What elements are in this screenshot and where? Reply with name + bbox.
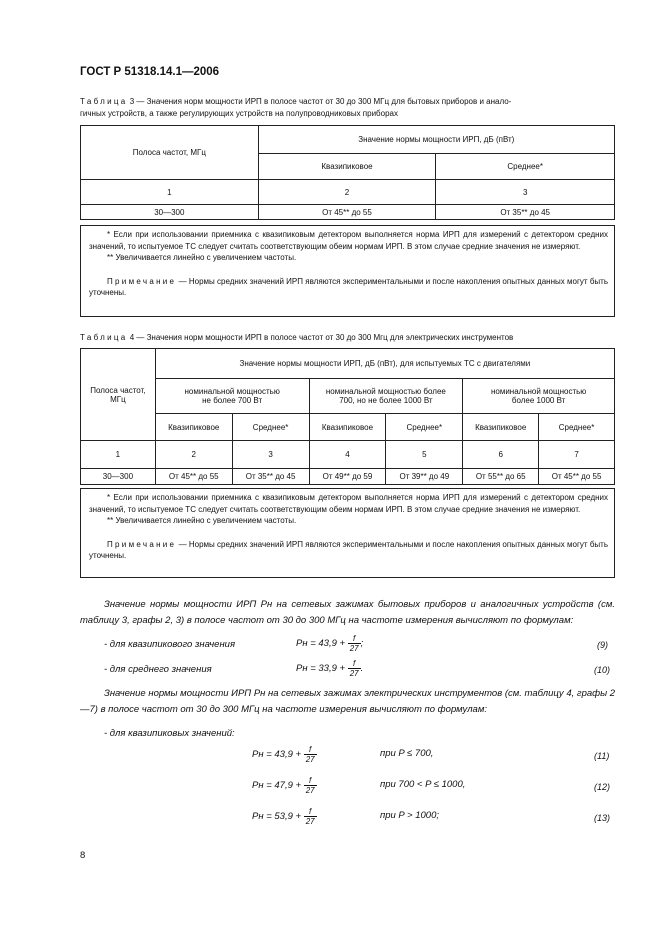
formula12-fraction (304, 776, 317, 795)
table4-subheader-700 (155, 379, 309, 414)
table4-caption-text: 4 — Значения норм мощности ИРП в полосе частот от 30 до 300 Мгц для электрических инструментов (127, 333, 514, 342)
table4-num-cell: 3 (232, 441, 309, 469)
table3-num-cell: 2 (258, 180, 436, 205)
formula12 (252, 776, 317, 795)
formula9 (296, 634, 363, 653)
table3 (80, 125, 615, 220)
page-number: 8 (80, 850, 86, 861)
table3-num-cell: 1 (81, 180, 259, 205)
formula10-number: (10) (594, 665, 611, 675)
table4-note2: ** Увеличивается линейно с увеличением частоты. (107, 516, 297, 525)
document-header: ГОСТ Р 51318.14.1—2006 (80, 66, 220, 78)
table4-num-cell: 7 (539, 441, 615, 469)
formula11-lhs: Pн = 43,9 + (252, 749, 302, 761)
table4-data-cell: От 45** до 55 (155, 469, 232, 485)
formula10 (296, 659, 363, 678)
table3-remark (89, 276, 608, 299)
table4-header-avg: Среднее* (539, 414, 615, 441)
formula12-number: (12) (594, 782, 611, 792)
table4-header-band-line2: МГц (110, 394, 126, 404)
table4-remark-text: — Нормы средних значений ИРП являются экспериментальными и после накопления опытных данных могут быть уточнены. (89, 539, 608, 560)
table3-remark-word: Примечание (107, 276, 177, 286)
formula13-numerator: f (304, 807, 317, 817)
table4-subheader-1000-line1: номинальной мощностью (490, 387, 587, 396)
formula9-fraction (348, 634, 361, 653)
table4-header-avg: Среднее* (232, 414, 309, 441)
table3-header-qp: Квазипиковое (258, 154, 436, 180)
table4-note1: * Если при использовании приемника с квазипиковым детектором выполняется норма ИРП для измерений с детектором средних значений, то испытуемое ТС следует считать соответствующим обеим нормам ИРП. В этом случае средние значения не измеряют. (89, 493, 608, 514)
formula12-condition: при 700 < P ≤ 1000, (380, 779, 466, 790)
table4-header-group: Значение нормы мощности ИРП, дБ (пВт), для испытуемых ТС с двигателями (155, 349, 614, 379)
table3-data-cell: От 35** до 45 (436, 205, 615, 220)
table3-data-cell: 30—300 (81, 205, 259, 220)
table4-data-cell: От 39** до 49 (386, 469, 463, 485)
table4-header-band (81, 349, 156, 441)
table4-remark-word: Примечание (107, 539, 177, 549)
table4-data-cell: От 49** до 59 (309, 469, 386, 485)
table4-data-cell: От 55** до 65 (463, 469, 539, 485)
paragraph-household: Значение нормы мощности ИРП Pн на сетевых зажимах бытовых приборов и аналогичных устройств (см. таблицу 3, графы 2, 3) в полосе частот от 30 до 300 МГц на частоте измерения вычисляют по формулам: (80, 599, 615, 626)
table4-caption-word: Таблица (80, 333, 128, 342)
formula11-numerator: f (304, 745, 317, 755)
formula12-lhs: Pн = 47,9 + (252, 780, 302, 792)
formula13-fraction (304, 807, 317, 826)
formula11-denominator: 27 (305, 755, 315, 764)
table4-num-cell: 2 (155, 441, 232, 469)
formula9-denominator: 27 (349, 644, 359, 653)
table3-notes (80, 225, 615, 317)
formula9-lhs: Pн = 43,9 + (296, 638, 346, 650)
formula11-number: (11) (594, 751, 610, 761)
table4-notes (80, 488, 615, 578)
table4-header-avg: Среднее* (386, 414, 463, 441)
formula10-label: - для среднего значения (104, 664, 212, 675)
table4-data-cell: 30—300 (81, 469, 156, 485)
table4-subheader-1000-line2: более 1000 Вт (511, 396, 566, 405)
table4-subheader-1000 (463, 379, 615, 414)
table4-header-qp: Квазипиковое (463, 414, 539, 441)
formula10-fraction (348, 659, 361, 678)
formula13-lhs: Pн = 53,9 + (252, 811, 302, 823)
formula10-numerator: f (348, 659, 361, 669)
formula11-condition: при P ≤ 700, (380, 748, 434, 759)
table4-header-band-line1: Полоса частот, (90, 385, 146, 395)
table4-header-qp: Квазипиковое (309, 414, 386, 441)
table3-caption-word: Таблица (80, 97, 128, 106)
formula10-tail: . (360, 663, 364, 675)
paragraph-tools: Значение нормы мощности ИРП Pн на сетевых зажимах электрических инструментов (см. таблицу 4, графы 2—7) в полосе частот от 30 до 300 МГц на частоте измерения вычисляют по формулам: (80, 688, 615, 715)
table3-data-cell: От 45** до 55 (258, 205, 436, 220)
table3-caption-line2: гичных устройств, а также регулирующих устройств на полупроводниковых приборах (80, 109, 398, 118)
table4-subheader-700-1000 (309, 379, 463, 414)
table3-caption-line1: 3 — Значения норм мощности ИРП в полосе частот от 30 до 300 МГц для бытовых приборов и анало- (127, 97, 512, 106)
table4-num-cell: 6 (463, 441, 539, 469)
table4-subheader-700-line2: не более 700 Вт (202, 396, 263, 405)
table4-data-cell: От 35** до 45 (232, 469, 309, 485)
formula9-numerator: f (348, 634, 361, 644)
table4-data-cell: От 45** до 55 (539, 469, 615, 485)
formula13-denominator: 27 (305, 817, 315, 826)
table4-header-qp: Квазипиковое (155, 414, 232, 441)
table3-remark-text: — Нормы средних значений ИРП являются экспериментальными и после накопления опытных данных могут быть уточнены. (89, 276, 608, 297)
formula9-number: (9) (597, 640, 608, 650)
formula9-label: - для квазипикового значения (104, 639, 236, 650)
table3-note1: * Если при использовании приемника с квазипиковым детектором выполняется норма ИРП для измерений с детектором средних значений, то испытуемое ТС следует считать соответствующим обеим нормам ИРП. В этом случае средние значения не измеряют. (89, 230, 608, 251)
formula13-number: (13) (594, 813, 611, 823)
paragraph-quasipeak: - для квазипиковых значений: (104, 728, 235, 739)
table4-subheader-700-1000-line2: 700, но не более 1000 Вт (339, 396, 433, 405)
formula11-fraction (304, 745, 317, 764)
table4-num-cell: 4 (309, 441, 386, 469)
table3-header-group: Значение нормы мощности ИРП, дБ (пВт) (258, 126, 614, 154)
table3-caption (80, 96, 615, 120)
table4-num-cell: 5 (386, 441, 463, 469)
formula10-lhs: Pн = 33,9 + (296, 663, 346, 675)
formula12-denominator: 27 (305, 786, 315, 795)
formula9-tail: ; (360, 638, 364, 650)
formula10-denominator: 27 (349, 669, 359, 678)
table3-num-cell: 3 (436, 180, 615, 205)
formula12-numerator: f (304, 776, 317, 786)
table4 (80, 348, 615, 485)
formula13 (252, 807, 317, 826)
table3-note2: ** Увеличивается линейно с увеличением частоты. (107, 253, 297, 262)
formula11 (252, 745, 317, 764)
formula13-condition: при P > 1000; (380, 810, 440, 821)
table3-header-band: Полоса частот, МГц (81, 126, 259, 180)
table4-remark (89, 539, 608, 562)
table4-caption (80, 332, 615, 344)
table4-num-cell: 1 (81, 441, 156, 469)
table4-subheader-700-line1: номинальной мощностью (184, 387, 280, 396)
table3-header-avg: Среднее* (436, 154, 615, 180)
table4-subheader-700-1000-line1: номинальной мощностью более (325, 387, 446, 396)
